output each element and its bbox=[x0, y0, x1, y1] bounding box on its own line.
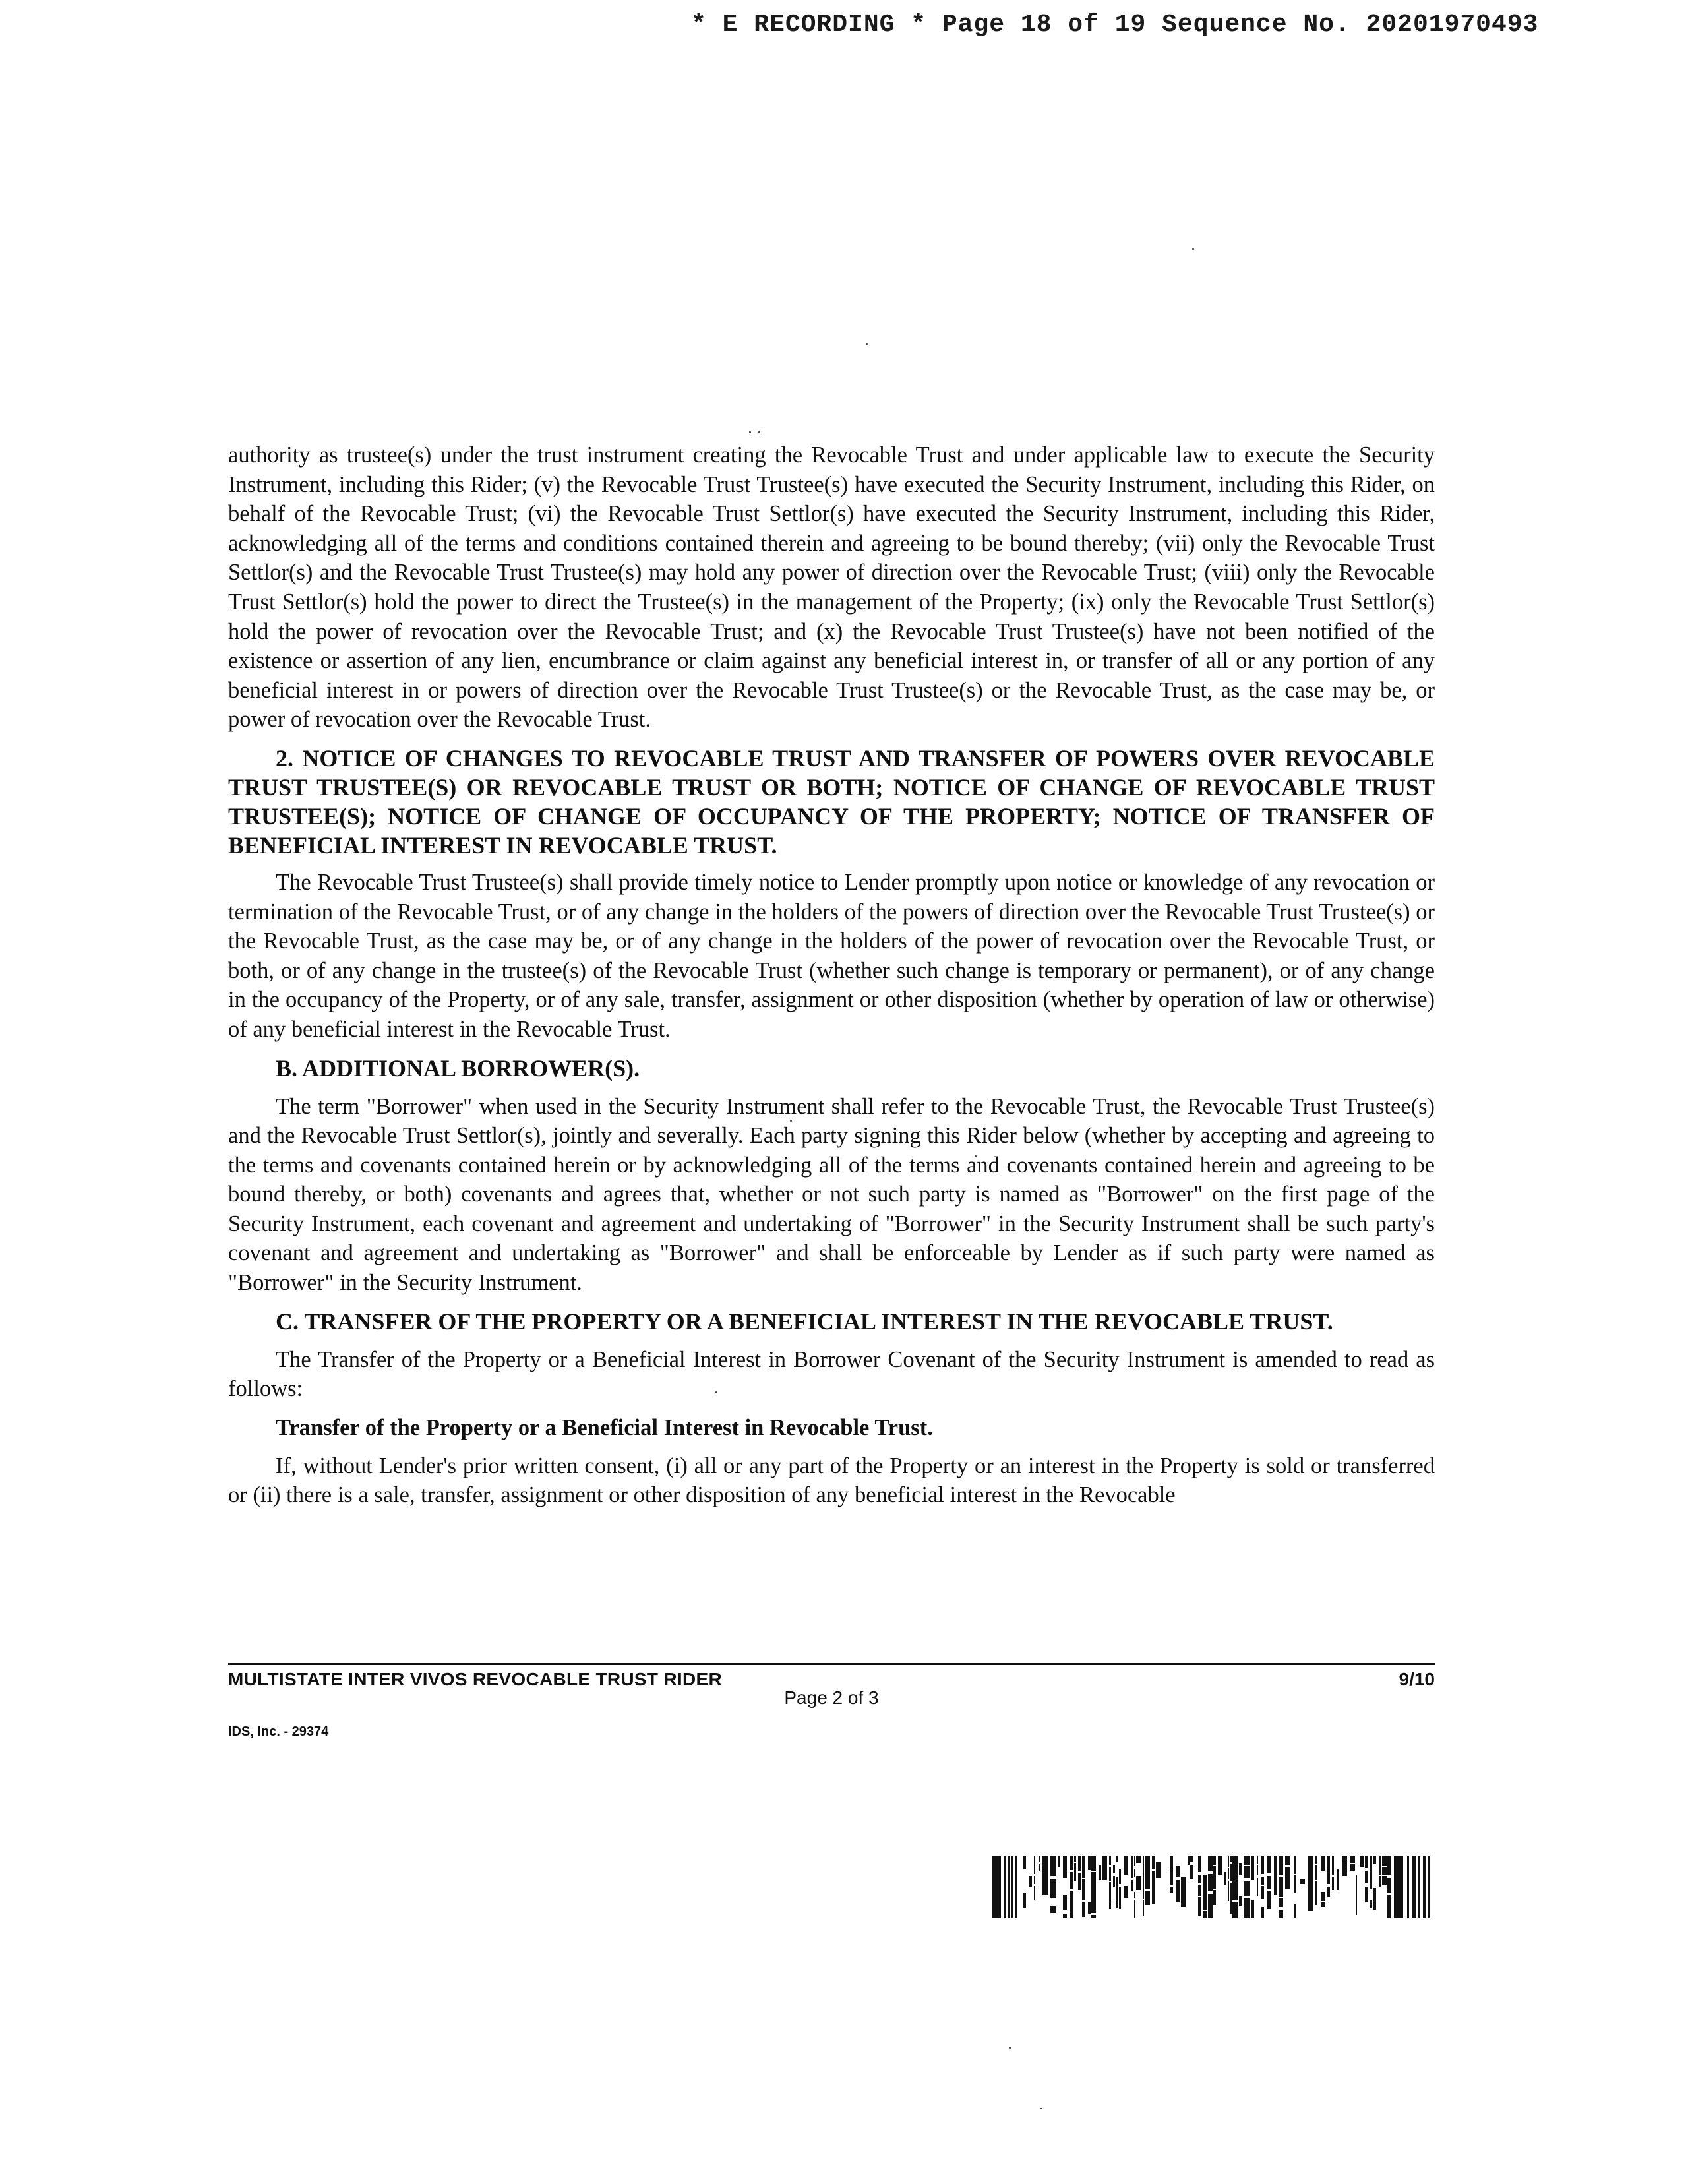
form-code: IDS, Inc. - 29374 bbox=[228, 1724, 329, 1739]
section-c-heading: C. TRANSFER OF THE PROPERTY OR A BENEFICIAL INTEREST IN THE REVOCABLE TRUST. bbox=[276, 1308, 1333, 1335]
paragraph-transfer: If, without Lender's prior written consent, (i) all or any part of the Property or an interest in the Property is sold or transferred or (ii) there is a sale, transfer, assignment or other disposition of any beneficial interest in the Revocable bbox=[228, 1453, 1435, 1508]
footer-row bbox=[228, 1669, 1435, 1739]
scan-speck bbox=[1192, 248, 1194, 250]
paragraph-amended: The Transfer of the Property or a Beneficial Interest in Borrower Covenant of the Security Instrument is amended to read as follows: bbox=[228, 1347, 1435, 1402]
scan-speck bbox=[749, 431, 751, 433]
section-b-heading: B. ADDITIONAL BORROWER(S). bbox=[276, 1054, 640, 1081]
transfer-subheading: Transfer of the Property or a Beneficial Interest in Revocable Trust. bbox=[276, 1414, 933, 1440]
paragraph-notice: The Revocable Trust Trustee(s) shall provide timely notice to Lender promptly upon notice or knowledge of any revocation or termination of the Revocable Trust, or of any change in the holders of the powers of direction over the Revocable Trust Trustee(s) or the Revocable Trust, as the case may be, or of any change in the holders of the power of revocation over the Revocable Trust, or both, or of any change in the trustee(s) of the Revocable Trust (whether such change is temporary or permanent), or of any change in the occupancy of the Property, or of any sale, transfer, assignment or other disposition (whether by operation of law or otherwise) of any beneficial interest in the Revocable Trust. bbox=[228, 869, 1435, 1042]
barcode-icon bbox=[992, 1856, 1435, 1918]
document-footer bbox=[228, 1663, 1435, 1739]
section-2-heading: 2. NOTICE OF CHANGES TO REVOCABLE TRUST AND TRANSFER OF POWERS OVER REVOCABLE TRUST TRUSTEE(S) OR REVOCABLE TRUST OR BOTH; NOTICE OF CHANGE OF REVOCABLE TRUST TRUSTEE(S); NOTICE OF CHANGE OF OCCUPANCY OF THE PROPERTY; NOTICE OF TRANSFER OF BENEFICIAL INTEREST IN REVOCABLE TRUST. bbox=[228, 744, 1435, 859]
paragraph-borrower: The term "Borrower" when used in the Security Instrument shall refer to the Revocable Trust, the Revocable Trust Trustee(s) and the Revocable Trust Settlor(s), jointly and severally. Each party signing this Rider below (whether by accepting and agreeing to the terms and covenants contained herein or by acknowledging all of the terms and covenants contained herein and agreeing to be bound thereby, or both) covenants and agrees that, whether or not such party is named as "Borrower" on the first page of the Security Instrument, each covenant and agreement and undertaking of "Borrower" in the Security Instrument shall be such party's covenant and agreement and undertaking as "Borrower" and shall be enforceable by Lender as if such party were named as "Borrower" in the Security Instrument. bbox=[228, 1093, 1435, 1296]
paragraph-authority: authority as trustee(s) under the trust instrument creating the Revocable Trust and under applicable law to execute the Security Instrument, including this Rider; (v) the Revocable Trust Trustee(s) have executed the Security Instrument, including this Rider, on behalf of the Revocable Trust; (vi) the Revocable Trust Settlor(s) have executed the Security Instrument, including this Rider, acknowledging all of the terms and conditions contained therein and agreeing to be bound thereby; (vii) only the Revocable Trust Settlor(s) and the Revocable Trust Trustee(s) may hold any power of direction over the Revocable Trust; (viii) only the Revocable Trust Settlor(s) hold the power to direct the Trustee(s) in the management of the Property; (ix) only the Revocable Trust Settlor(s) hold the power of revocation over the Revocable Trust; and (x) the Revocable Trust Trustee(s) have not been notified of the existence or assertion of any lien, encumbrance or claim against any beneficial interest in, or transfer of all or any portion of any beneficial interest in or powers of direction over the Revocable Trust Trustee(s) or the Revocable Trust, as the case may be, or power of revocation over the Revocable Trust. bbox=[228, 442, 1435, 733]
recording-header: * E RECORDING * Page 18 of 19 Sequence No. 20201970493 bbox=[691, 11, 1539, 39]
scan-speck bbox=[1040, 2108, 1042, 2109]
page-number: Page 2 of 3 bbox=[784, 1687, 879, 1708]
form-version: 9/10 bbox=[1399, 1669, 1435, 1689]
scan-speck bbox=[1009, 2047, 1011, 2049]
scan-speck bbox=[758, 431, 760, 433]
form-title: MULTISTATE INTER VIVOS REVOCABLE TRUST RIDER bbox=[228, 1669, 722, 1689]
document-body bbox=[228, 440, 1435, 1519]
footer-rule bbox=[228, 1663, 1435, 1665]
scan-speck bbox=[866, 343, 868, 345]
